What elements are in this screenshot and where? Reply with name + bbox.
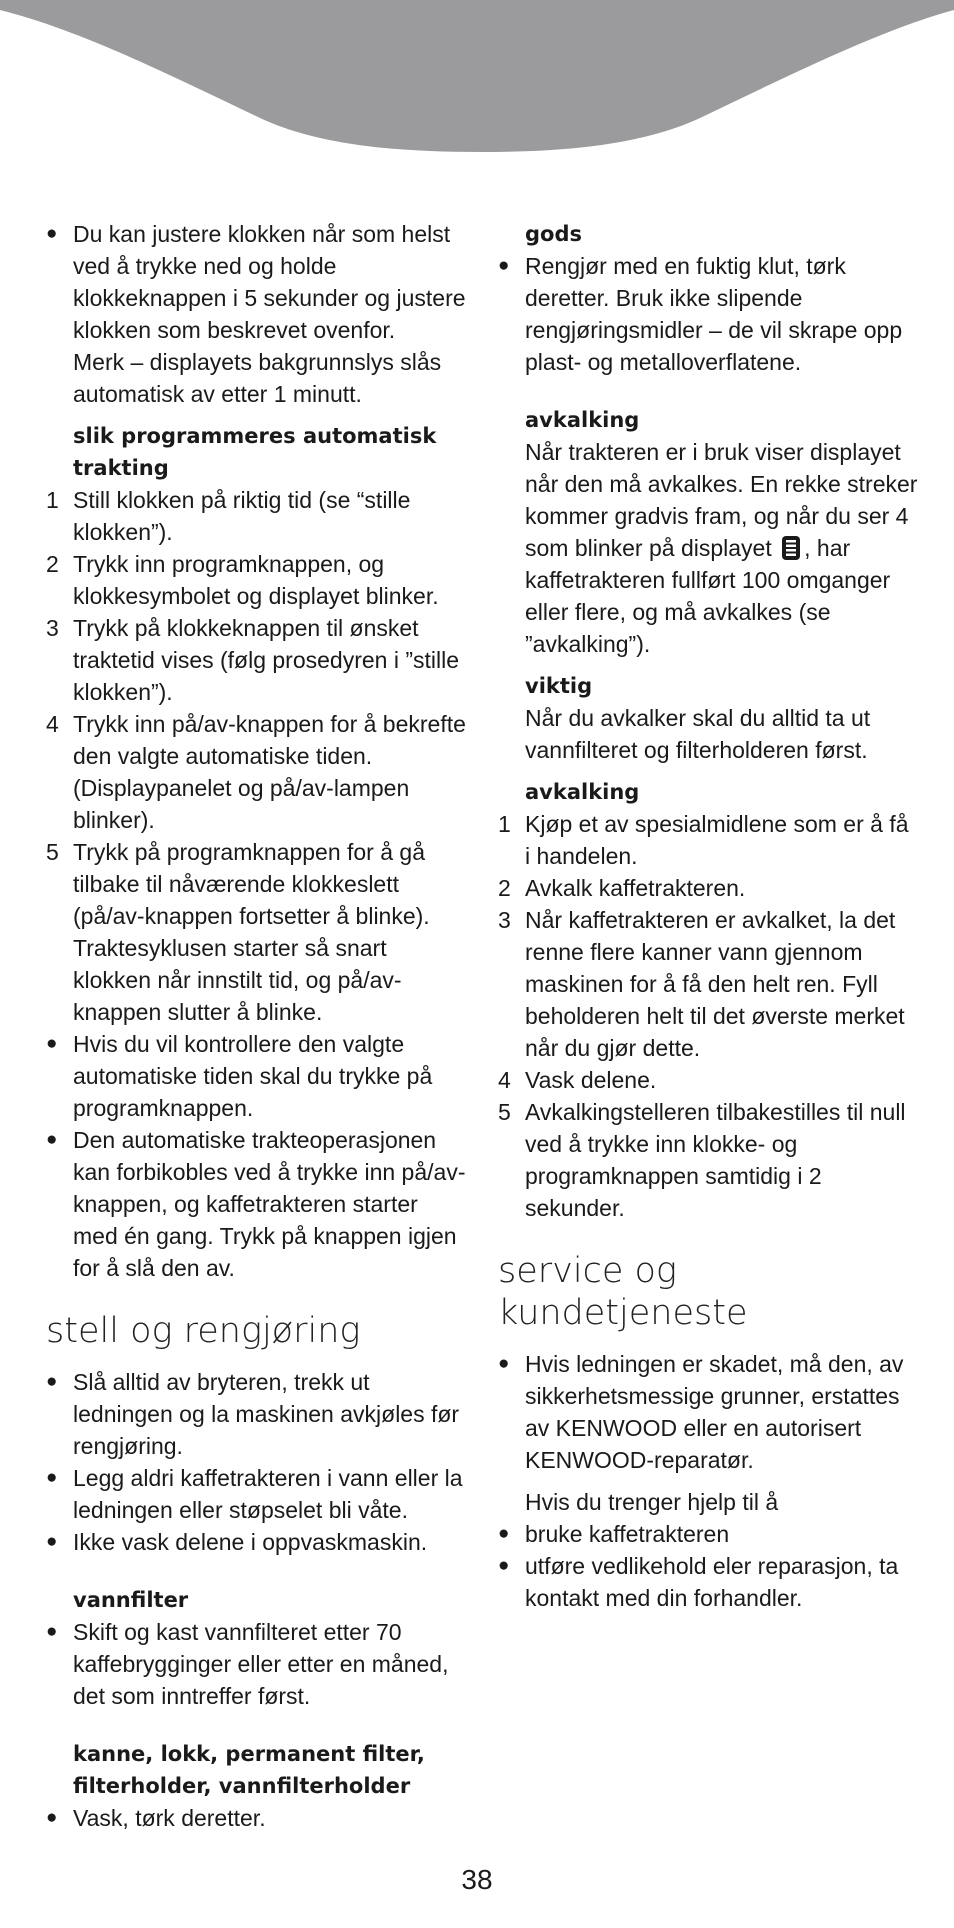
bullet-text: Ikke vask delene i oppvaskmaskin. (73, 1529, 428, 1555)
right-column (498, 218, 918, 1614)
descale-heading: avkalking (525, 408, 640, 432)
water-filter-heading: vannfilter (73, 1588, 189, 1612)
important-text: Når du avkalker skal du alltid ta ut vannfilteret og filterholderen først. (525, 705, 871, 763)
bullet-icon: ● (46, 1129, 58, 1150)
bullet-text: Hvis ledningen er skadet, må den, av sikkerhetsmessige grunner, erstattes av KENWOOD eller en autorisert KENWOOD-reparatør. (525, 1351, 904, 1473)
step-text: Avkalk kaffetrakteren. (525, 875, 746, 901)
list-item (46, 1802, 466, 1834)
bullet-icon: ● (498, 255, 510, 276)
step-number: 5 (46, 839, 59, 865)
care-section-title: stell og rengjøring (46, 1311, 361, 1351)
bullet-icon: ● (46, 1807, 58, 1828)
bullet-text: bruke kaffetrakteren (525, 1521, 730, 1547)
step-number: 2 (498, 875, 511, 901)
bullet-text: Vask, tørk deretter. (73, 1805, 266, 1831)
step-text: Trykk inn programknappen, og klokkesymbolet og displayet blinker. (73, 551, 439, 609)
list-item (46, 1616, 466, 1712)
step-number: 1 (46, 487, 59, 513)
gods-heading: gods (525, 222, 582, 246)
bullet-text: Legg aldri kaffetrakteren i vann eller la ledningen eller støpselet bli våte. (73, 1465, 463, 1523)
bullet-icon: ● (46, 1467, 58, 1488)
left-column (46, 218, 466, 1834)
intro-text: Du kan justere klokken når som helst ved å trykke ned og holde klokkeknappen i 5 sekunder og justere klokken som beskrevet ovenfor. (73, 221, 466, 343)
descale-bars-icon (778, 535, 804, 561)
bullet-text: Skift og kast vannfilteret etter 70 kaffebrygginger eller etter en måned, det som inntreffer først. (73, 1619, 449, 1709)
bullet-text: Hvis du vil kontrollere den valgte automatiske tiden skal du trykke på programknappen. (73, 1031, 433, 1121)
service-section-title: service og kundetjeneste (498, 1251, 748, 1333)
bullet-icon: ● (498, 1353, 510, 1374)
descale-text-before: Når trakteren er i bruk viser displayet når den må avkalkes. En rekke streker kommer gradvis fram, og når du ser 4 som blinker på displayet (525, 439, 918, 561)
list-item (498, 1518, 918, 1550)
step-number: 2 (46, 551, 59, 577)
bullet-icon: ● (46, 1621, 58, 1642)
list-item (46, 1124, 466, 1284)
bullet-text: Den automatiske trakteoperasjonen kan forbikobles ved å trykke inn på/av-knappen, og kaffetrakteren starter med én gang. Trykk på knappen igjen for å slå den av. (73, 1127, 466, 1281)
page-number: 38 (461, 1864, 493, 1895)
step-item (46, 836, 466, 1028)
step-text: Still klokken på riktig tid (se “stille klokken”). (73, 487, 411, 545)
bullet-icon: ● (46, 1531, 58, 1552)
auto-brew-steps (46, 484, 466, 1028)
descale-info (498, 436, 918, 660)
step-item (498, 1064, 918, 1096)
list-item (498, 250, 918, 378)
list-item (46, 1028, 466, 1124)
parts-heading: kanne, lokk, permanent filter, filterholder, vannfilterholder (73, 1742, 425, 1798)
step-item (46, 708, 466, 836)
step-text: Vask delene. (525, 1067, 657, 1093)
descale-text-after: , har kaffetrakteren fullført 100 omganger eller flere, og må avkalkes (se ”avkalking”). (525, 535, 891, 657)
step-item (498, 808, 918, 872)
step-text: Trykk på programknappen for å gå tilbake til nåværende klokkeslett (på/av-knappen fortsetter å blinke). Traktesyklusen starter så snart klokken når innstilt tid, og på/av-knappen slutter å blinke. (73, 839, 430, 1025)
step-item (498, 1096, 918, 1224)
step-text: Avkalkingstelleren tilbakestilles til null ved å trykke inn klokke- og programknappen samtidig i 2 sekunder. (525, 1099, 906, 1221)
step-number: 1 (498, 811, 511, 837)
descale-steps-heading: avkalking (525, 780, 640, 804)
header-wave (0, 0, 954, 160)
step-number: 4 (46, 711, 59, 737)
step-item (46, 548, 466, 612)
step-number: 5 (498, 1099, 511, 1125)
bullet-text: Rengjør med en fuktig klut, tørk deretter. Bruk ikke slipende rengjøringsmidler – de vil skrape opp plast- og metalloverflatene. (525, 253, 903, 375)
step-text: Trykk på klokkeknappen til ønsket traktetid vises (følg prosedyren i ”stille klokken”). (73, 615, 460, 705)
bullet-text: Slå alltid av bryteren, trekk ut ledningen og la maskinen avkjøles før rengjøring. (73, 1369, 460, 1459)
list-item (46, 218, 466, 410)
step-item (46, 612, 466, 708)
list-item (46, 1366, 466, 1462)
bullet-icon: ● (46, 1371, 58, 1392)
intro-note: Merk – displayets bakgrunnslys slås automatisk av etter 1 minutt. (73, 349, 442, 407)
bullet-icon: ● (498, 1555, 510, 1576)
step-number: 3 (498, 907, 511, 933)
list-item (498, 1348, 918, 1476)
step-text: Når kaffetrakteren er avkalket, la det renne flere kanner vann gjennom maskinen for å få den helt ren. Fyll beholderen helt til det øverste merket når du gjør dette. (525, 907, 905, 1061)
step-item (498, 904, 918, 1064)
bullet-text: utføre vedlikehold eler reparasjon, ta kontakt med din forhandler. (525, 1553, 899, 1611)
list-item (46, 1526, 466, 1558)
auto-brew-heading: slik programmeres automatisk trakting (73, 424, 437, 480)
bullet-icon: ● (498, 1523, 510, 1544)
bullet-icon: ● (46, 223, 58, 244)
step-text: Kjøp et av spesialmidlene som er å få i handelen. (525, 811, 909, 869)
bullet-icon: ● (46, 1033, 58, 1054)
step-item (498, 872, 918, 904)
step-number: 3 (46, 615, 59, 641)
important-heading: viktig (525, 674, 593, 698)
step-number: 4 (498, 1067, 511, 1093)
step-item (46, 484, 466, 548)
help-intro: Hvis du trenger hjelp til å (525, 1489, 779, 1515)
list-item (498, 1550, 918, 1614)
step-text: Trykk inn på/av-knappen for å bekrefte den valgte automatiske tiden. (Displaypanelet og på/av-lampen blinker). (73, 711, 466, 833)
list-item (46, 1462, 466, 1526)
descale-steps (498, 808, 918, 1224)
